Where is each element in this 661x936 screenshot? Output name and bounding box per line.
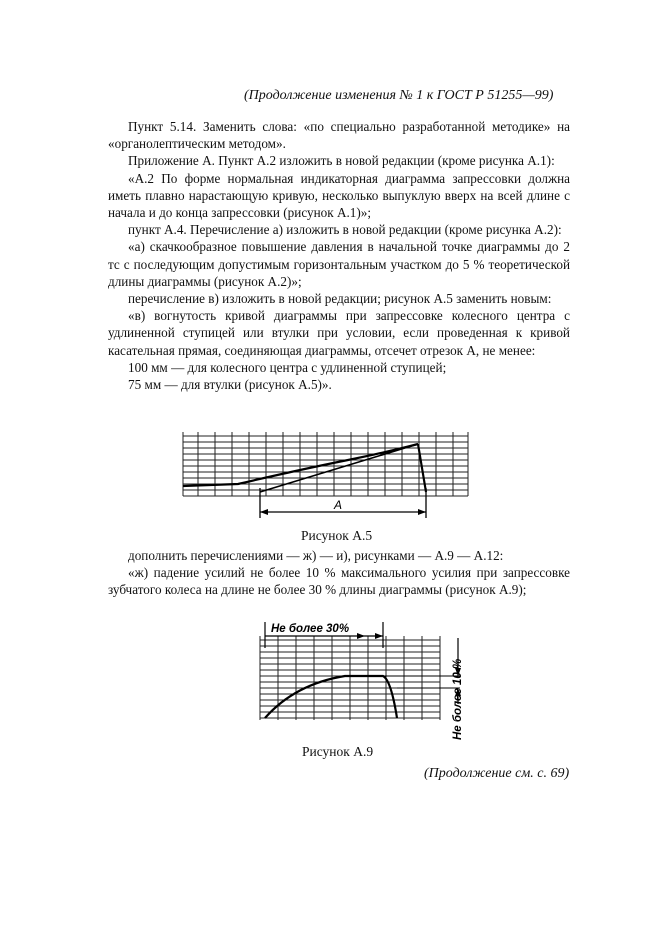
paragraph: 75 мм — для втулки (рисунок А.5)». [128,377,332,393]
paragraph: перечисление в) изложить в новой редакции; рисунок А.5 заменить новым: [128,291,552,307]
page-footer: (Продолжение см. с. 69) [424,766,570,781]
figure-a9-top-label: Не более 30% [271,623,350,635]
paragraph: Приложение А. Пункт А.2 изложить в новой редакции (кроме рисунка А.1): [128,153,555,169]
figure-a5-diagram [178,430,478,525]
figure-a9-diagram [255,618,485,743]
paragraph: дополнить перечислениями — ж) — и), рисунками — А.9 — А.12: [128,548,504,563]
paragraph: пункт А.4. Перечисление а) изложить в новой редакции (кроме рисунка А.2): [128,222,562,238]
paragraph: «ж) падение усилий не более 10 % максимального усилия при запрессовке зубчатого колеса на длине не более 30 % длины диаграммы (рисунок А.9); [108,565,570,598]
paragraph: 100 мм — для колесного центра с удлиненной ступицей; [128,359,447,375]
figure-a9-caption: Рисунок А.9 [302,744,374,759]
figure-a9-side-label: Не более 10 % [452,658,464,740]
body-text-top [108,118,570,393]
figure-a5-caption: Рисунок А.5 [301,528,373,543]
body-text-mid [108,547,570,599]
page-header: (Продолжение изменения № 1 к ГОСТ Р 51255—99) [244,88,554,103]
segment-a-label: А [333,498,343,512]
paragraph: «А.2 По форме нормальная индикаторная диаграмма запрессовки должна иметь плавно нарастающую кривую, несколько выпуклую вверх на всей длине с начала и до конца запрессовки (рисунок А.1)»; [108,170,570,221]
paragraph: «в) вогнутость кривой диаграммы при запрессовке колесного центра с удлиненной ступицей или втулки при условии, если проведенная к кривой касательная прямая, соединяющая диаграммы, отсечет отрезок А, не менее: [108,308,570,358]
paragraph: «а) скачкообразное повышение давления в начальной точке диаграммы до 2 тс с последующим допустимым горизонтальным участком до 5 % теоретической длины диаграммы (рисунок А.2)»; [108,239,570,289]
paragraph: Пункт 5.14. Заменить слова: «по специально разработанной методике» на «органолептическим методом». [108,119,570,152]
